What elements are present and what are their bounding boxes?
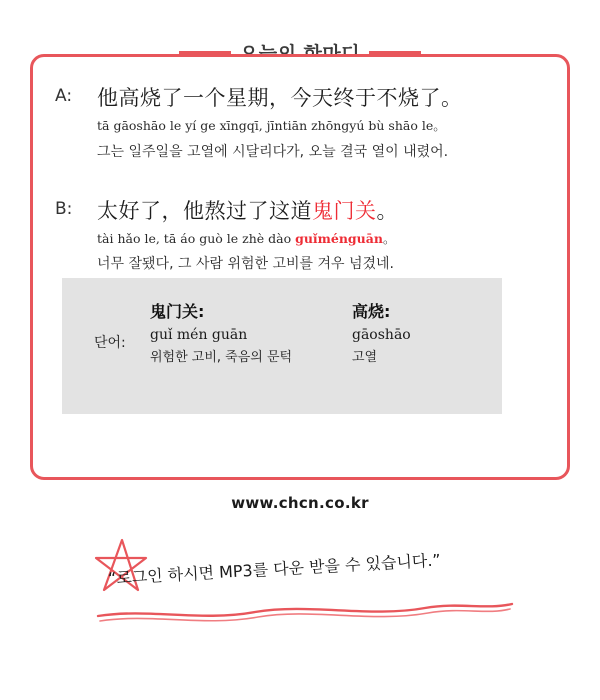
pinyin-a-pre: tā gāoshāo le yí ge xīngqī, jīntiān zhōngyú bù shāo le。 bbox=[97, 118, 446, 134]
korean-line-a: 그는 일주일을 고열에 시달리다가, 오늘 결국 열이 내렸어. bbox=[97, 143, 449, 160]
vocabulary-pinyin-1: guǐ mén guān bbox=[150, 327, 248, 343]
vocabulary-meaning-1: 위험한 고비, 죽음의 문턱 bbox=[150, 350, 293, 366]
vocabulary-label: 단어: bbox=[94, 335, 126, 351]
pinyin-line-b bbox=[97, 231, 525, 247]
vocabulary-word-1: 鬼门关: bbox=[150, 302, 205, 321]
pinyin-b-highlight: guǐménguān bbox=[295, 231, 383, 247]
speaker-label-b: B: bbox=[55, 198, 73, 219]
pinyin-b-post: 。 bbox=[382, 231, 396, 247]
pinyin-b-pre: tài hǎo le, tā áo guò le zhè dào bbox=[97, 231, 296, 247]
vocabulary-entry-2 bbox=[352, 300, 502, 371]
website-url[interactable]: www.chcn.co.kr bbox=[231, 494, 369, 512]
hanzi-a-pre: 他高烧了一个星期，今天终于不烧了。 bbox=[97, 86, 463, 110]
hanzi-line-a bbox=[97, 84, 525, 112]
vocabulary-entry-1 bbox=[150, 300, 340, 371]
hanzi-b-highlight: 鬼门关 bbox=[312, 198, 377, 223]
note-text: “로그인 하시면 MP3를 다운 받을 수 있습니다.” bbox=[107, 550, 442, 588]
dialogue-line-a bbox=[55, 84, 525, 161]
korean-line-b: 너무 잘됐다, 그 사람 위험한 고비를 겨우 넘겼네. bbox=[97, 256, 395, 273]
pinyin-line-a bbox=[97, 118, 525, 134]
speaker-label-a: A: bbox=[55, 86, 73, 106]
vocabulary-pinyin-2: gāoshāo bbox=[352, 327, 411, 343]
dialogue-block bbox=[55, 84, 525, 300]
handwritten-note bbox=[80, 538, 540, 628]
vocabulary-box bbox=[62, 278, 502, 414]
hanzi-b-pre: 太好了，他熬过了这道 bbox=[97, 198, 312, 223]
hanzi-b-post: 。 bbox=[376, 198, 398, 223]
dialogue-line-b bbox=[55, 197, 525, 274]
hanzi-line-b bbox=[97, 197, 525, 225]
vocabulary-meaning-2: 고열 bbox=[352, 350, 378, 366]
vocabulary-word-2: 高烧: bbox=[352, 302, 391, 321]
